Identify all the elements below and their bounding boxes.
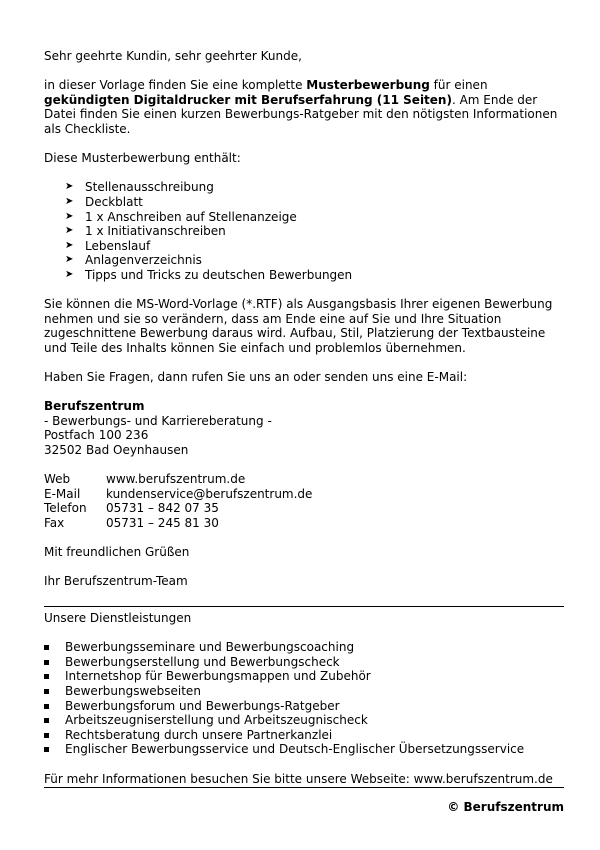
company-name: Berufszentrum — [44, 399, 145, 414]
arrow-bullet-icon: ➤ — [65, 225, 74, 237]
list-item: ➤ 1 x Initiativanschreiben — [65, 224, 226, 239]
list-item: ➤ Tipps und Tricks zu deutschen Bewerbungen — [65, 267, 353, 282]
list-item: Arbeitszeugniserstellung und Arbeitszeugnischeck — [44, 713, 564, 728]
list-item: Bewerbungswebseiten — [44, 684, 564, 699]
phone-number: 05731 – 842 07 35 — [106, 501, 219, 516]
list-item: Internetshop für Bewerbungsmappen und Zubehör — [44, 669, 564, 684]
services-list — [44, 640, 564, 757]
square-bullet-icon — [44, 733, 49, 738]
list-item: Bewerbungsseminare und Bewerbungscoaching — [44, 640, 564, 655]
square-bullet-icon — [44, 674, 49, 679]
intro-bold-product: Musterbewerbung — [306, 78, 430, 93]
arrow-bullet-icon: ➤ — [65, 239, 74, 251]
services-heading: Unsere Dienstleistungen — [44, 610, 192, 625]
website-link[interactable]: www.berufszentrum.de — [106, 472, 246, 487]
intro-text-start: in dieser Vorlage finden Sie eine komplette — [44, 78, 307, 93]
arrow-bullet-icon: ➤ — [65, 195, 74, 207]
list-item: ➤ 1 x Anschreiben auf Stellenanzeige — [65, 209, 297, 224]
intro-paragraph — [44, 78, 564, 136]
contact-block — [44, 472, 564, 530]
contact-label: E-Mail — [44, 486, 81, 501]
square-bullet-icon — [44, 689, 49, 694]
contact-row-fax — [44, 516, 564, 531]
intro-text-end: . Am Ende der Datei finden Sie einen kurzen Bewerbungs-Ratgeber mit den nötigsten Informationen als Checkliste. — [44, 92, 558, 136]
copyright-notice: © Berufszentrum — [447, 800, 564, 815]
list-item: Rechtsberatung durch unsere Partnerkanzlei — [44, 728, 564, 743]
document-page — [44, 49, 564, 815]
intro-bold-job: gekündigten Digitaldrucker mit Berufserfahrung (11 Seiten) — [44, 92, 452, 107]
square-bullet-icon — [44, 660, 49, 665]
contact-label: Telefon — [44, 501, 87, 516]
list-item: Englischer Bewerbungsservice und Deutsch-Englischer Übersetzungsservice — [44, 742, 564, 757]
questions-paragraph: Haben Sie Fragen, dann rufen Sie uns an oder senden uns eine E-Mail: — [44, 370, 468, 385]
greeting: Sehr geehrte Kundin, sehr geehrter Kunde, — [44, 49, 302, 63]
company-postbox: Postfach 100 236 — [44, 428, 149, 443]
fax-number: 05731 – 245 81 30 — [106, 516, 219, 530]
usage-paragraph: Sie können die MS-Word-Vorlage (*.RTF) als Ausgangsbasis Ihrer eigenen Bewerbung nehmen und sie so verändern, dass am Ende eine auf Sie und Ihre Situation zugeschnittene Bewerbung daraus wird. Aufbau, Stil, Platzierung der Textbausteine und Teile des Inhalts können Sie einfach und problemlos übernehmen. — [44, 297, 553, 355]
arrow-bullet-icon: ➤ — [65, 181, 74, 193]
arrow-bullet-icon: ➤ — [65, 268, 74, 280]
list-item: ➤ Stellenausschreibung — [65, 180, 214, 195]
square-bullet-icon — [44, 747, 49, 752]
contact-row-email — [44, 487, 564, 502]
list-item: ➤ Deckblatt — [65, 194, 143, 209]
contact-label: Fax — [44, 516, 65, 530]
company-tagline: - Bewerbungs- und Karriereberatung - — [44, 413, 272, 428]
contact-row-phone — [44, 501, 564, 516]
contact-row-web — [44, 472, 564, 487]
list-item: Bewerbungsforum und Bewerbungs-Ratgeber — [44, 699, 564, 714]
services-section — [44, 606, 564, 788]
intro-text-mid: für einen — [429, 78, 488, 93]
contents-heading: Diese Musterbewerbung enthält: — [44, 151, 241, 166]
contact-label: Web — [44, 472, 71, 487]
sign-off: Mit freundlichen Grüßen — [44, 545, 190, 560]
email-link[interactable]: kundenservice@berufszentrum.de — [106, 486, 313, 501]
contents-list — [44, 180, 564, 282]
list-item: ➤ Anlagenverzeichnis — [65, 253, 202, 268]
arrow-bullet-icon: ➤ — [65, 254, 74, 266]
square-bullet-icon — [44, 718, 49, 723]
square-bullet-icon — [44, 645, 49, 650]
more-info-link[interactable]: Für mehr Informationen besuchen Sie bitte unsere Webseite: www.berufszentrum.de — [44, 772, 564, 789]
team-signature: Ihr Berufszentrum-Team — [44, 574, 188, 589]
company-city: 32502 Bad Oeynhausen — [44, 443, 189, 458]
arrow-bullet-icon: ➤ — [65, 210, 74, 222]
list-item: Bewerbungserstellung und Bewerbungscheck — [44, 655, 564, 670]
list-item: ➤ Lebenslauf — [65, 238, 151, 253]
square-bullet-icon — [44, 704, 49, 709]
